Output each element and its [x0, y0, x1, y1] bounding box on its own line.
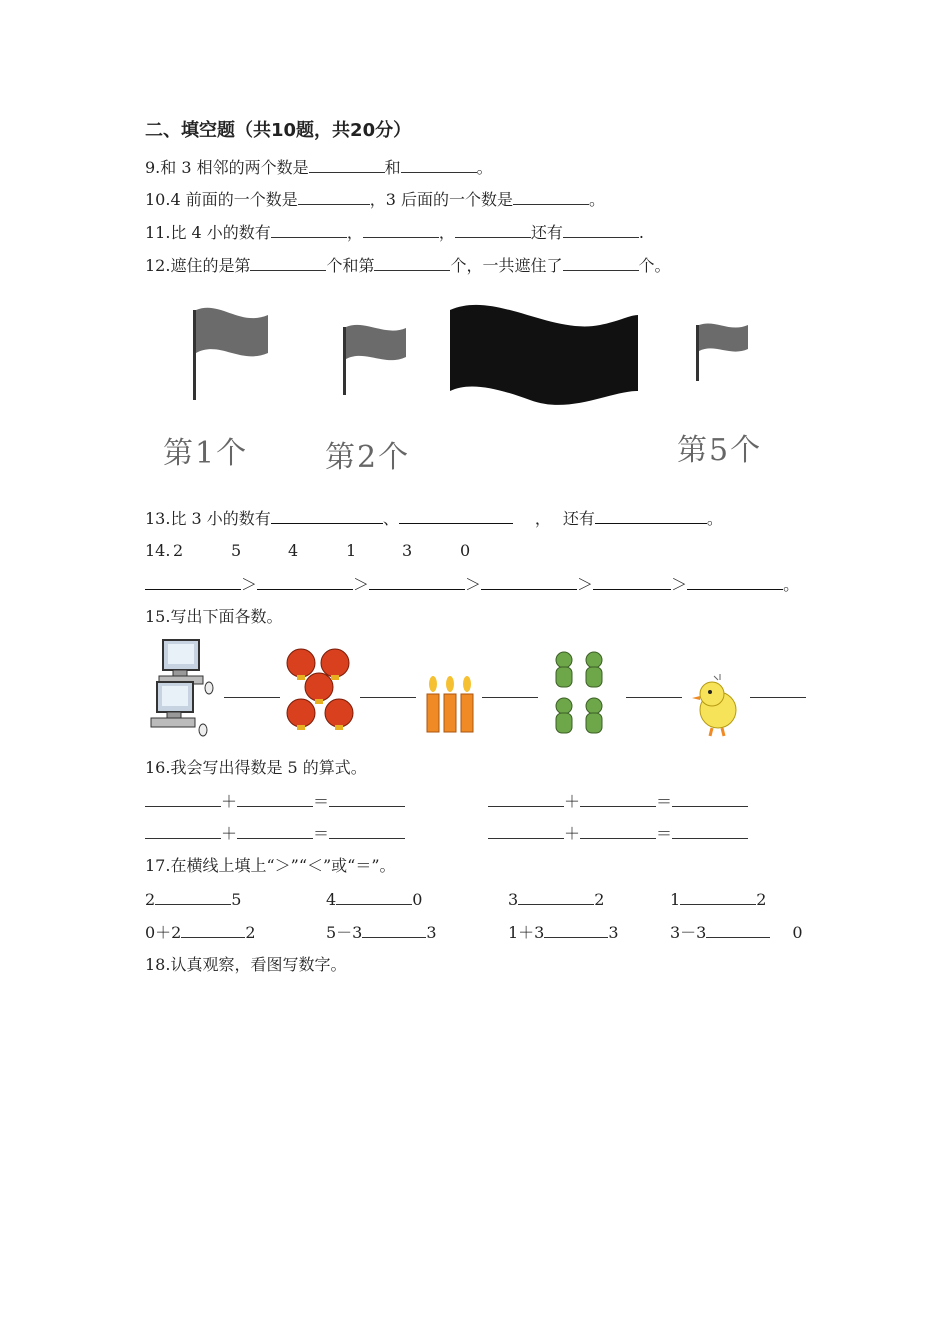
- flag-5-caption: 第5个: [677, 433, 763, 468]
- flag-1-icon: [193, 308, 268, 400]
- flag-2-caption: 第2个: [325, 440, 411, 475]
- flag-5-icon: [696, 323, 748, 381]
- hidden-flags-cover: [450, 305, 638, 405]
- q14-number: 4: [288, 541, 299, 560]
- q14-number: 5: [231, 541, 242, 560]
- q16-equation: ＋ ＝: [145, 790, 405, 813]
- q15-blank[interactable]: [224, 697, 280, 698]
- answer-blank[interactable]: [455, 221, 531, 238]
- answer-blank[interactable]: [363, 221, 439, 238]
- question-18: 18.认真观察，看图写数字。: [145, 955, 347, 974]
- answer-blank[interactable]: [513, 188, 589, 205]
- candles-icon: [423, 672, 478, 734]
- q16-equation: ＋ ＝: [488, 790, 748, 813]
- section-title: 二、填空题（共10题，共20分）: [145, 120, 412, 141]
- question-15: 15.写出下面各数。: [145, 607, 283, 626]
- answer-blank[interactable]: [298, 188, 370, 205]
- q14-number: 2: [173, 541, 184, 560]
- answer-blank[interactable]: [257, 573, 353, 590]
- chick-icon: [686, 672, 744, 740]
- q17-comparison: 0＋2 2: [145, 923, 256, 942]
- answer-blank[interactable]: [374, 254, 450, 271]
- q15-blank[interactable]: [750, 697, 806, 698]
- answer-blank[interactable]: [399, 507, 513, 524]
- question-17: 17.在横线上填上“＞”“＜”或“＝”。: [145, 856, 396, 875]
- q15-blank[interactable]: [360, 697, 416, 698]
- q16-equation: ＋ ＝: [488, 822, 748, 845]
- q14-number: 3: [402, 541, 413, 560]
- answer-blank[interactable]: [250, 254, 326, 271]
- q17-comparison: 3－3 0: [670, 923, 803, 942]
- q17-comparison: 4 0: [326, 890, 423, 909]
- flag-1-caption: 第1个: [163, 436, 249, 471]
- answer-blank[interactable]: [271, 221, 347, 238]
- answer-blank[interactable]: [309, 156, 385, 173]
- q14-number: 0: [460, 541, 471, 560]
- bears-icon: [550, 650, 610, 740]
- answer-blank[interactable]: [563, 221, 639, 238]
- q17-comparison: 3 2: [508, 890, 605, 909]
- lanterns-icon: [283, 643, 358, 738]
- answer-blank[interactable]: [563, 254, 639, 271]
- question-11: 11.比 4 小的数有 ， ， 还有 .: [145, 223, 644, 242]
- q17-comparison: 5－3 3: [326, 923, 437, 942]
- q17-comparison: 2 5: [145, 890, 242, 909]
- answer-blank[interactable]: [687, 573, 783, 590]
- answer-blank[interactable]: [593, 573, 671, 590]
- answer-blank[interactable]: [145, 573, 241, 590]
- question-16: 16.我会写出得数是 5 的算式。: [145, 758, 367, 777]
- question-14: 14.: [145, 541, 171, 560]
- computers-icon: [145, 638, 215, 738]
- question-9: 9.和 3 相邻的两个数是 和 。: [145, 158, 493, 177]
- q15-blank[interactable]: [482, 697, 538, 698]
- q17-comparison: 1 2: [670, 890, 767, 909]
- answer-blank[interactable]: [481, 573, 577, 590]
- answer-blank[interactable]: [401, 156, 477, 173]
- q14-number: 1: [346, 541, 357, 560]
- answer-blank[interactable]: [595, 507, 707, 524]
- answer-blank[interactable]: [271, 507, 383, 524]
- flags-illustration: [150, 295, 790, 425]
- answer-blank[interactable]: [369, 573, 465, 590]
- question-12: 12.遮住的是第 个和第 个，一共遮住了 个。: [145, 256, 671, 275]
- q14-ordering-line: ＞ ＞ ＞ ＞ ＞ 。: [145, 573, 799, 596]
- question-13: 13.比 3 小的数有 、 ， 还有 。: [145, 509, 723, 528]
- flag-2-icon: [343, 325, 406, 395]
- question-10: 10.4 前面的一个数是 ，3 后面的一个数是 。: [145, 190, 606, 209]
- q15-blank[interactable]: [626, 697, 682, 698]
- q16-equation: ＋ ＝: [145, 822, 405, 845]
- q17-comparison: 1＋3 3: [508, 923, 619, 942]
